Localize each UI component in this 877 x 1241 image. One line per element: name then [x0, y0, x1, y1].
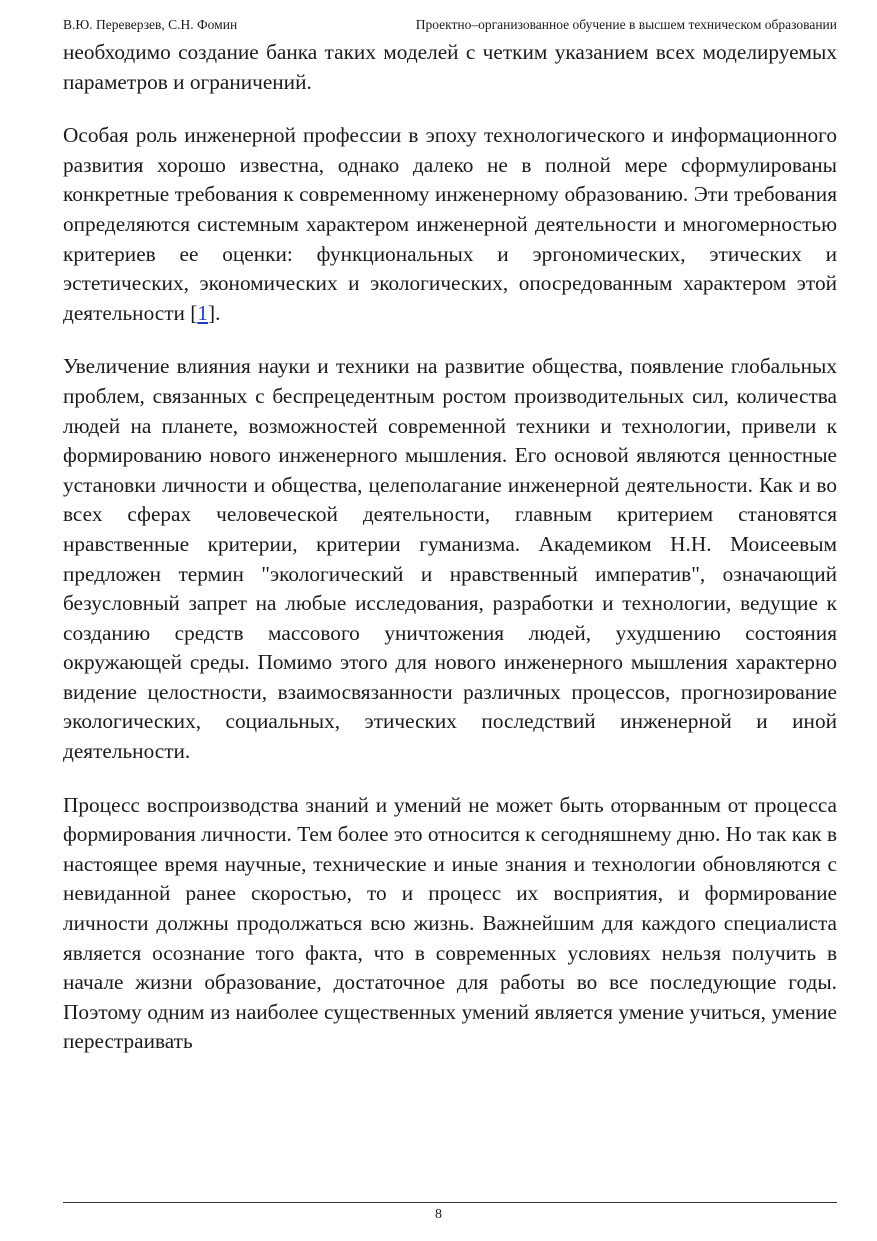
citation-link[interactable]: 1 — [197, 300, 208, 325]
paragraph-science-influence: Увеличение влияния науки и техники на развитие общества, появление глобальных проблем, связанных с беспрецедентным ростом производительных сил, количества людей на планете, возможностей современной техники и технологии, привели к формированию нового инженерного мышления. Его основой являются ценностные установки личности и общества, целеполагание инженерной деятельности. Как и во всех сферах человеческой деятельности, главным критерием становятся нравственные критерии, критерии гуманизма. Академиком Н.Н. Моисеевым предложен термин "экологический и нравственный императив", означающий безусловный запрет на любые исследования, разработки и технологии, ведущие к созданию средств массового уничтожения людей, ухудшению состояния окружающей среды. Помимо этого для нового инженерного мышления характерно видение целостности, взаимосвязанности различных процессов, прогнозирование экологических, социальных, этических последствий инженерной и иной деятельности. — [63, 354, 837, 764]
paragraph-knowledge-reproduction: Процесс воспроизводства знаний и умений не может быть оторванным от процесса формирования личности. Тем более это относится к сегодняшнему дню. Но так как в настоящее время научные, технические и иные знания и технологии обновляются с невиданной ранее скоростью, то и процесс их восприятия, и формирование личности должны продолжаться всю жизнь. Важнейшим для каждого специалиста является осознание того факта, что в современных условиях нельзя получить в начале жизни образование, достаточное для работы во все последующие годы. Поэтому одним из наиболее существенных умений является умение учиться, умение перестраивать — [63, 792, 837, 1054]
page-number: 8 — [435, 1207, 442, 1222]
footer-divider — [63, 1202, 837, 1203]
header-authors: В.Ю. Переверзев, С.Н. Фомин — [63, 17, 238, 32]
paragraph-text: Особая роль инженерной профессии в эпоху технологического и информационного развития хорошо известна, однако далеко не в полной мере сформулированы конкретные требования к современному инженерному образованию. Эти требования определяются системным характером инженерной деятельности и многомерностью критериев ее оценки: функциональных и эргономических, этических и эстетических, экономических и экологических, опосредованным характером этой деятельности [ — [63, 123, 837, 325]
header-title: Проектно–организованное обучение в высшем техническом образовании — [415, 17, 837, 32]
body-text — [63, 38, 837, 1081]
paragraph-engineering-role — [63, 121, 837, 328]
paragraph-continuation: необходимо создание банка таких моделей с четким указанием всех моделируемых параметров и ограничений. — [63, 40, 837, 94]
paragraph-text-end: ]. — [208, 300, 221, 325]
running-header — [63, 15, 837, 35]
